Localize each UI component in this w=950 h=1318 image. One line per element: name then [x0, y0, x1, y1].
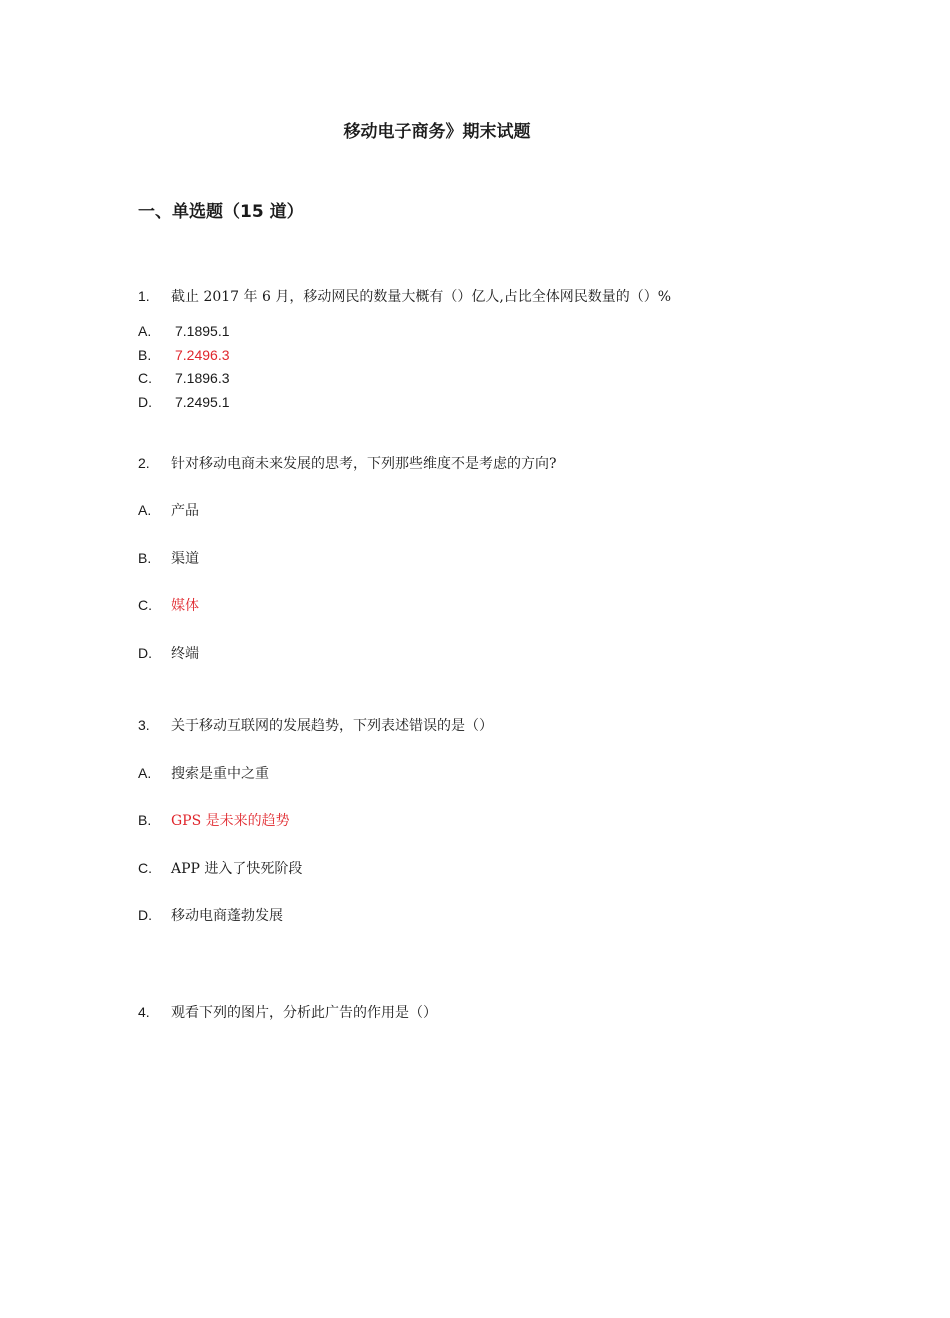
question-4 [138, 1002, 437, 1023]
option-letter: C. [138, 370, 152, 386]
option-letter: B. [138, 812, 152, 828]
option-text: APP 进入了快死阶段 [171, 861, 303, 877]
option-text: 渠道 [171, 551, 199, 567]
option-letter: B. [138, 550, 152, 566]
question-text: 观看下列的图片，分析此广告的作用是（） [171, 1005, 437, 1021]
q3-option-a [138, 763, 269, 784]
option-letter: C. [138, 860, 152, 876]
question-number: 4. [138, 1004, 150, 1020]
q2-option-c [138, 595, 199, 616]
option-text: 7.2495.1 [175, 394, 230, 410]
q1-option-a [138, 321, 230, 342]
document-title: 移动电子商务》期末试题 [343, 122, 531, 142]
option-letter: D. [138, 394, 152, 410]
question-text: 针对移动电商未来发展的思考，下列那些维度不是考虑的方向? [171, 456, 557, 472]
question-2 [138, 453, 557, 474]
q3-option-b [138, 810, 290, 831]
q2-option-d [138, 643, 199, 664]
option-text: 终端 [171, 646, 199, 662]
q2-option-a [138, 500, 199, 521]
question-number: 2. [138, 455, 150, 471]
q2-option-b [138, 548, 199, 569]
option-text-answer: GPS 是未来的趋势 [171, 813, 290, 829]
option-text: 7.1895.1 [175, 323, 230, 339]
option-text: 7.1896.3 [175, 370, 230, 386]
q1-option-d [138, 392, 230, 413]
q3-option-d [138, 905, 283, 926]
option-letter: C. [138, 597, 152, 613]
section-heading: 一、单选题（15 道） [138, 202, 304, 222]
question-number: 1. [138, 288, 150, 304]
question-text: 截止 2017 年 6 月，移动网民的数量大概有（）亿人,占比全体网民数量的（）% [171, 289, 672, 305]
q1-option-c [138, 368, 230, 389]
option-letter: A. [138, 323, 152, 339]
question-text: 关于移动互联网的发展趋势，下列表述错误的是（） [171, 718, 493, 734]
option-letter: D. [138, 645, 152, 661]
q3-option-c [138, 858, 302, 879]
option-text-answer: 7.2496.3 [175, 347, 230, 363]
question-number: 3. [138, 717, 150, 733]
option-letter: A. [138, 765, 152, 781]
option-letter: B. [138, 347, 152, 363]
question-3 [138, 715, 493, 736]
q1-option-b [138, 345, 230, 366]
option-text: 产品 [171, 503, 199, 519]
option-text-answer: 媒体 [171, 598, 199, 614]
option-letter: D. [138, 907, 152, 923]
question-1 [138, 286, 671, 307]
option-text: 搜索是重中之重 [171, 766, 269, 782]
option-letter: A. [138, 502, 152, 518]
option-text: 移动电商蓬勃发展 [171, 908, 283, 924]
